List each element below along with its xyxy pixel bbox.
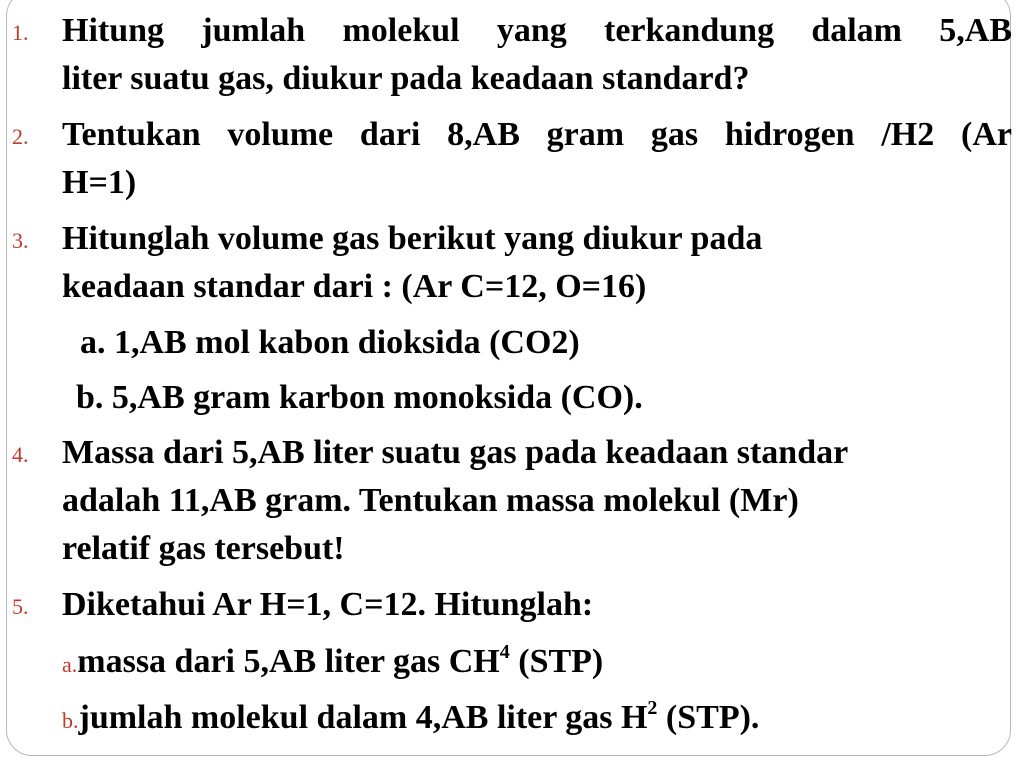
item-2-word: (Ar [961, 116, 1012, 153]
item-5-sub-b-letter: b. [62, 708, 79, 733]
item-2-number: 2. [12, 124, 29, 149]
item-1-word: molekul [342, 12, 460, 49]
item-2-line-1 [62, 113, 1012, 157]
item-1-line-2: liter suatu gas, diukur pada keadaan standard? [62, 60, 750, 97]
item-5-sub-b-sup: 2 [647, 697, 658, 719]
item-1-word: Hitung [62, 12, 165, 49]
item-5-sub-a-tail: (STP) [509, 643, 604, 680]
item-3-sub-a: a. 1,AB mol kabon dioksida (CO2) [80, 324, 580, 361]
item-3-line-1: Hitunglah volume gas berikut yang diukur pada [62, 220, 763, 257]
item-5-sub-a-sup: 4 [499, 641, 510, 663]
item-2-word: /H2 [881, 116, 935, 153]
item-1-number: 1. [12, 20, 29, 45]
item-3-sub-b: b. 5,AB gram karbon monoksida (CO). [76, 379, 643, 416]
item-2-word: Tentukan [62, 116, 201, 153]
item-1-word: yang [496, 12, 567, 49]
item-2-word: dari [359, 116, 421, 153]
item-5-sub-a [62, 640, 603, 687]
item-1-line-1 [62, 9, 1012, 53]
item-1-word: terkandung [604, 12, 775, 49]
item-2-word: volume [227, 116, 334, 153]
item-2-line-2: H=1) [62, 164, 137, 201]
item-5-line-1: Diketahui Ar H=1, C=12. Hitunglah: [62, 586, 594, 623]
item-2-word: hidrogen [724, 116, 855, 153]
item-5-sub-b-tail: (STP). [657, 699, 760, 736]
item-2-word: 8,AB [447, 116, 520, 153]
item-2-word: gram [546, 116, 625, 153]
item-5-sub-a-text: massa dari 5,AB liter gas CH [77, 643, 500, 680]
item-1-word: jumlah [201, 12, 306, 49]
item-2-word: gas [650, 116, 699, 153]
item-3-line-2: keadaan standar dari : (Ar C=12, O=16) [62, 268, 647, 305]
item-3-number: 3. [12, 228, 29, 253]
item-4-line-2: adalah 11,AB gram. Tentukan massa molekul (Mr) [62, 482, 799, 519]
item-5-sub-b-text: jumlah molekul dalam 4,AB liter gas H [78, 699, 648, 736]
item-5-sub-a-letter: a. [62, 652, 78, 677]
item-5-number: 5. [12, 594, 29, 619]
item-1-word: dalam [811, 12, 903, 49]
item-4-number: 4. [12, 442, 29, 467]
item-1-word: 5,AB [939, 12, 1012, 49]
item-5-sub-b [62, 696, 759, 743]
item-4-line-3: relatif gas tersebut! [62, 530, 345, 567]
item-4-line-1: Massa dari 5,AB liter suatu gas pada keadaan standar [62, 434, 849, 471]
